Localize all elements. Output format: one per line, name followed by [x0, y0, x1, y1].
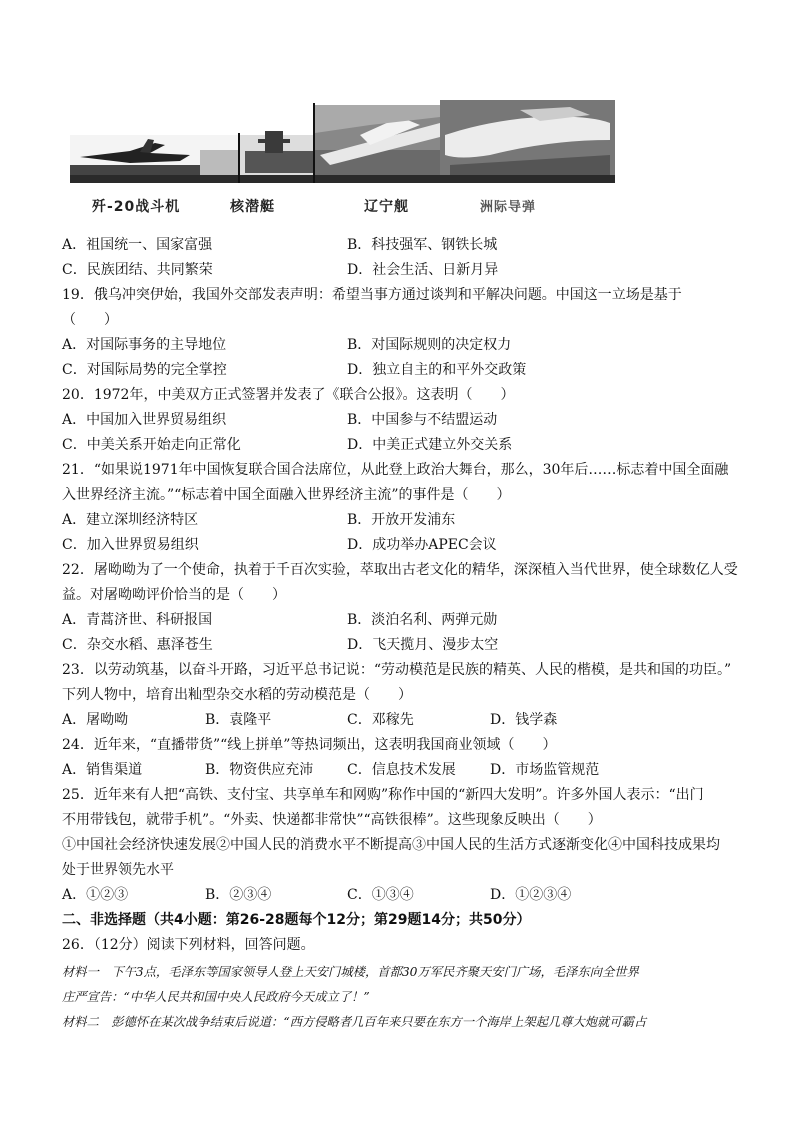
q24-option-a: A．销售渠道 — [62, 762, 143, 778]
q20-stem-line1: 20．1972年，中美双方正式签署并发表了《联合公报》。这表明（ ） — [62, 387, 515, 403]
q25-stem-line3: ①中国社会经济快速发展②中国人民的消费水平不断提高③中国人民的生活方式逐渐变化④中国科技成果均 — [62, 837, 720, 853]
q25-option-d: D．①②③④ — [490, 887, 572, 903]
q19-stem-line1: 19．俄乌冲突伊始，我国外交部发表声明：希望当事方通过谈判和平解决问题。中国这一立场是基于 — [62, 287, 682, 303]
q19-option-d: D．独立自主的和平外交政策 — [347, 362, 527, 378]
q25-option-a: A．①②③ — [62, 887, 129, 903]
aircraft-carrier-photo — [315, 105, 440, 175]
q22-option-d: D．飞天揽月、漫步太空 — [347, 637, 499, 653]
caption-fighter-jet: 歼-20战斗机 — [92, 199, 181, 215]
q18-option-c: C．民族团结、共同繁荣 — [62, 262, 213, 278]
q25-stem-line4: 处于世界领先水平 — [62, 862, 174, 878]
equipment-figure — [70, 95, 615, 225]
q20-option-d: D．中美正式建立外交关系 — [347, 437, 513, 453]
q18-option-a: A．祖国统一、国家富强 — [62, 237, 213, 253]
q23-stem-line1: 23．以劳动筑基，以奋斗开路，习近平总书记说：“劳动模范是民族的精英、人民的楷模，是共和国的功臣。” — [62, 662, 732, 678]
q21-stem-line1: 21．“如果说1971年中国恢复联合国合法席位，从此登上政治大舞台，那么，30年后……标志着中国全面融 — [62, 462, 729, 478]
q22-option-c: C．杂交水稻、惠泽苍生 — [62, 637, 213, 653]
q20-option-b: B．中国参与不结盟运动 — [347, 412, 498, 428]
q21-stem-line2: 入世界经济主流。”“标志着中国全面融入世界经济主流”的事件是（ ） — [62, 487, 511, 503]
q25-option-b: B．②③④ — [205, 887, 272, 903]
equipment-photo-strip — [70, 95, 615, 190]
q23-option-a: A．屠呦呦 — [62, 712, 129, 728]
q24-option-b: B．物资供应充沛 — [205, 762, 314, 778]
q21-option-b: B．开放开发浦东 — [347, 512, 456, 528]
q19-stem-line2: （ ） — [62, 312, 118, 328]
caption-missile: 洲际导弹 — [480, 200, 537, 215]
missile-photo — [440, 100, 615, 175]
q26-material1-line2: 庄严宣告：“中华人民共和国中央人民政府今天成立了！” — [62, 990, 370, 1004]
q24-stem-line1: 24．近年来，“直播带货”“线上拼单”等热词频出，这表明我国商业领域（ ） — [62, 737, 557, 753]
q25-stem-line1: 25．近年来有人把“高铁、支付宝、共享单车和网购”称作中国的“新四大发明”。许多外国人表示：“出门 — [62, 787, 704, 803]
q24-option-c: C．信息技术发展 — [347, 762, 456, 778]
q21-option-d: D．成功举办APEC会议 — [347, 537, 497, 553]
q26-material2-line1: 材料二 彭德怀在某次战争结束后说道：“西方侵略者几百年来只要在东方一个海岸上架起几尊大炮就可霸占 — [62, 1015, 647, 1029]
section-2-title: 二、非选择题（共4小题：第26-28题每个12分；第29题14分；共50分） — [62, 912, 531, 928]
q26-material1-line1: 材料一 下午3点，毛泽东等国家领导人登上天安门城楼，首都30万军民齐聚天安门广场，毛泽东向全世界 — [62, 965, 639, 979]
q22-stem-line1: 22．屠呦呦为了一个使命，执着于千百次实验，萃取出古老文化的精华，深深植入当代世界，使全球数亿人受 — [62, 562, 738, 578]
q23-option-b: B．袁隆平 — [205, 712, 272, 728]
q22-stem-line2: 益。对屠呦呦评价恰当的是（ ） — [62, 587, 286, 603]
q24-option-d: D．市场监管规范 — [490, 762, 600, 778]
submarine-photo — [240, 131, 315, 175]
q23-stem-line2: 下列人物中，培育出籼型杂交水稻的劳动模范是（ ） — [62, 687, 412, 703]
caption-carrier: 辽宁舰 — [364, 199, 409, 215]
q20-option-a: A．中国加入世界贸易组织 — [62, 412, 227, 428]
q22-option-b: B．淡泊名利、两弹元勋 — [347, 612, 498, 628]
q21-option-a: A．建立深圳经济特区 — [62, 512, 199, 528]
q26-stem-line1: 26．（12分）阅读下列材料，回答问题。 — [62, 937, 315, 953]
q19-option-c: C．对国际局势的完全掌控 — [62, 362, 227, 378]
fighter-jet-photo — [70, 135, 240, 175]
caption-submarine: 核潜艇 — [230, 199, 275, 215]
q21-option-c: C．加入世界贸易组织 — [62, 537, 199, 553]
q19-option-a: A．对国际事务的主导地位 — [62, 337, 227, 353]
q20-option-c: C．中美关系开始走向正常化 — [62, 437, 241, 453]
q23-option-c: C．邓稼先 — [347, 712, 414, 728]
q23-option-d: D．钱学森 — [490, 712, 558, 728]
q18-option-b: B．科技强军、钢铁长城 — [347, 237, 498, 253]
q19-option-b: B．对国际规则的决定权力 — [347, 337, 512, 353]
q18-option-d: D．社会生活、日新月异 — [347, 262, 499, 278]
q22-option-a: A．青蒿济世、科研报国 — [62, 612, 213, 628]
q25-option-c: C．①③④ — [347, 887, 414, 903]
q25-stem-line2: 不用带钱包，就带手机”。“外卖、快递都非常快”“高铁很棒”。这些现象反映出（ ） — [62, 812, 602, 828]
